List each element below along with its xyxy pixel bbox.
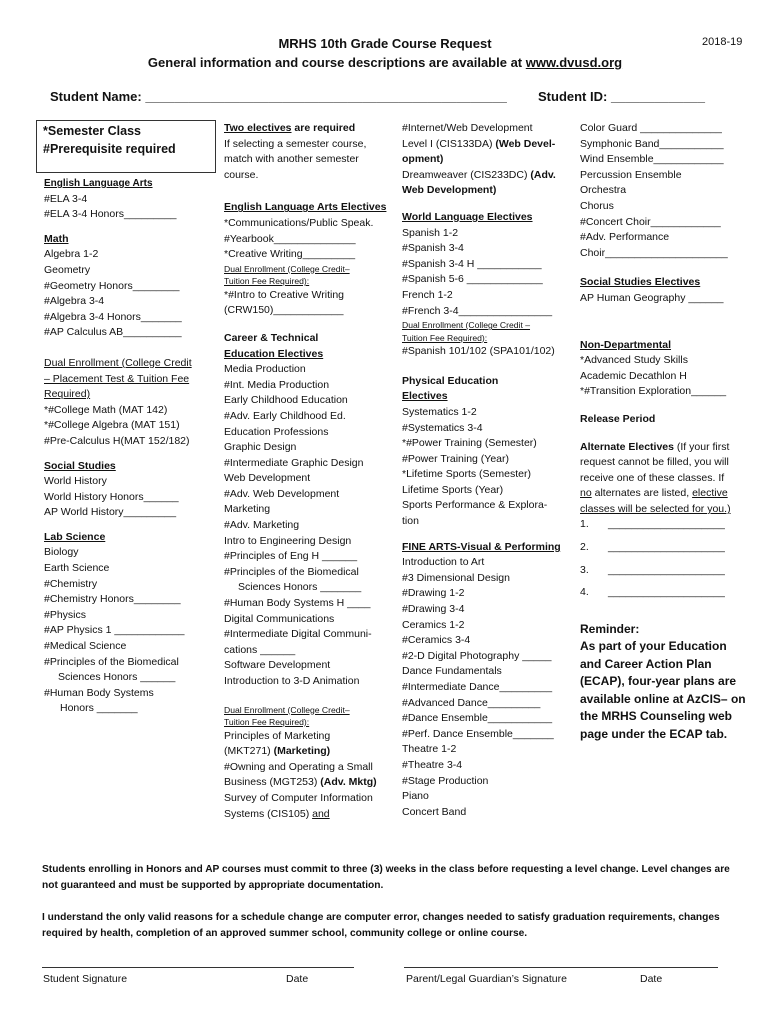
math-heading: Math [44,232,69,245]
dual-enrollment-heading: Dual Enrollment (College Credit – [402,320,531,331]
list-item: Early Childhood Education [224,394,348,407]
course-equivalent: and [312,807,330,820]
reminder-line: (ECAP), four-year plans are [580,674,737,689]
list-item: Percussion Ensemble [580,168,682,181]
list-item: #Adv. Marketing [224,519,300,532]
list-item: Media Production [224,363,306,376]
list-item: *#Transition Exploration______ [580,385,727,398]
social-studies-heading: Social Studies [44,459,116,472]
list-item: #Stage Production [402,774,489,787]
course-equivalent: (Adv. Mktg) [320,776,377,789]
dual-enrollment-heading: Required) [44,388,91,401]
list-item: Introduction to 3-D Animation [224,675,360,687]
list-item: Piano [402,790,429,803]
district-link[interactable]: www.dvusd.org [525,55,623,70]
alternate-choice-2[interactable] [580,540,746,556]
list-item: #Adv. Web Development [224,487,340,500]
list-item: #ELA 3-4 Honors_________ [44,208,177,221]
note-line: request cannot be filled, you will [580,456,729,469]
list-item: Chorus [580,199,614,212]
cte-heading: Career & Technical [224,331,319,344]
list-item [224,744,386,760]
reminder-line: available online at AzCIS– on [580,691,746,706]
reminder-line: As part of your Education [580,639,727,654]
list-item: #Ceramics 3-4 [402,634,471,647]
list-item: #Intermediate Digital Communi- [224,628,372,641]
alternate-electives-heading: Alternate Electives [580,440,674,453]
dual-enrollment-heading: Dual Enrollment (College Credit [44,356,192,369]
list-item: #French 3-4________________ [402,304,553,317]
choice-blank: ____________________ [608,586,725,599]
list-item: #Human Body Systems [44,686,154,699]
list-item: AP World History_________ [44,506,177,519]
prerequisite-legend: #Prerequisite required [43,142,176,156]
list-item [224,807,386,823]
honors-policy-note: Students enrolling in Honors and AP courses must commit to three (3) weeks in the class before requesting a level change. Level changes are not guaranteed and must be supported by appropriate documentation. [42,864,730,891]
list-item: #Spanish 3-4 H ___________ [402,257,542,270]
column-electives-3 [580,121,746,743]
list-item: Theatre 1-2 [402,743,457,756]
student-signature-label: Student Signature [43,973,128,985]
dual-enrollment-heading: Dual Enrollment (College Credit– [224,704,350,715]
list-item: #Principles of the Biomedical [44,655,179,668]
note-line: If selecting a semester course, [224,137,367,150]
list-item: Orchestra [580,184,627,197]
alternate-choice-3[interactable] [580,563,746,579]
list-item: Survey of Computer Information [224,791,373,804]
choice-number: 1. [580,518,589,531]
ela-heading: English Language Arts [44,178,153,189]
list-item: *#Power Training (Semester) [402,437,537,450]
list-item: Ceramics 1-2 [402,618,465,631]
list-item: #Algebra 3-4 Honors_______ [44,310,182,323]
list-item: Principles of Marketing [224,729,331,742]
list-item [402,137,561,153]
list-item: #Human Body Systems H ____ [224,597,371,610]
choice-blank: ____________________ [608,518,725,531]
subtitle-text: General information and course descriptions are available at [147,55,526,70]
list-item: #AP Physics 1 ____________ [44,624,185,637]
list-item: #3 Dimensional Design [402,571,510,584]
list-item: French 1-2 [402,288,453,301]
choice-blank: ____________________ [608,563,725,576]
list-item: #Chemistry Honors________ [44,593,181,606]
list-item: #Owning and Operating a Small [224,760,373,773]
note-emphasis: no [580,487,592,500]
dual-enrollment-heading: Tuition Fee Required): [224,717,310,728]
list-item: #2-D Digital Photography _____ [402,649,552,662]
list-item: #Perf. Dance Ensemble_______ [402,727,554,740]
list-item: Biology [44,546,79,559]
list-item: *Advanced Study Skills [580,354,688,367]
list-item: #Geometry Honors________ [44,279,180,292]
list-item [224,775,386,791]
list-item: Symphonic Band___________ [580,137,724,150]
choice-blank: ____________________ [608,541,725,554]
semester-legend: *Semester Class [43,124,141,138]
course-equivalent: (Marketing) [273,745,331,758]
list-item: Honors _______ [60,702,138,715]
list-item: Academic Decathlon H [580,369,687,382]
course-code: Systems (CIS105) [224,807,313,820]
list-item [402,168,561,184]
note-line [580,486,746,502]
list-item: #Chemistry [44,577,98,590]
list-item: #Spanish 3-4 [402,242,464,255]
list-item: World History Honors______ [44,490,179,503]
parent-signature-line[interactable] [404,967,718,968]
list-item: #AP Calculus AB__________ [44,326,182,339]
list-item: #Intermediate Dance_________ [402,681,553,693]
page-title: MRHS 10th Grade Course Request [278,36,492,51]
list-item: Intro to Engineering Design [224,534,352,547]
list-item: Graphic Design [224,441,297,454]
list-item: Earth Science [44,562,110,575]
note-line: receive one of these classes. If [580,471,725,484]
list-item: Wind Ensemble____________ [580,153,724,166]
electives-heading-rest: are required [291,122,356,134]
list-item: *#College Algebra (MAT 151) [44,419,180,432]
list-item: #Spanish 101/102 (SPA101/102) [402,345,555,358]
course-code: Dreamweaver (CIS233DC) [402,168,531,181]
list-item: #Power Training (Year) [402,452,509,465]
page-subtitle [0,55,770,70]
dual-enrollment-heading: Tuition Fee Required): [402,332,488,343]
pe-heading: Physical Education [402,374,499,387]
note-line: classes will be selected for you.) [580,502,731,515]
list-item: #Systematics 3-4 [402,421,483,434]
list-item: Lifetime Sports (Year) [402,483,504,496]
student-id-field[interactable]: _____________ [610,89,705,104]
student-signature-line[interactable] [42,967,354,968]
list-item: opment) [402,153,444,166]
course-code: Business (MGT253) [224,776,321,789]
list-item: Web Development [224,472,311,485]
list-item: *Lifetime Sports (Semester) [402,468,531,481]
choice-number: 3. [580,563,589,576]
list-item: #Adv. Performance [580,231,670,244]
list-item: Sciences Honors _______ [238,581,362,594]
list-item: *Creative Writing_________ [224,248,356,261]
school-year: 2018-19 [702,36,743,48]
list-item: Geometry [44,263,91,276]
course-equivalent: (Adv. [530,168,556,181]
reminder-line: the MRHS Counseling web [580,709,733,724]
list-item: Color Guard ______________ [580,122,722,134]
student-date-label: Date [286,973,309,985]
electives-heading [224,121,386,137]
lab-science-heading: Lab Science [44,530,106,543]
list-item: #Algebra 3-4 [44,295,105,308]
column-electives-2 [402,121,561,820]
list-item: #Drawing 3-4 [402,603,465,616]
list-item: *Communications/Public Speak. [224,216,374,229]
note-text: alternates are listed, [591,487,693,500]
student-line [50,89,507,104]
list-item: Choir_____________________ [580,246,728,259]
list-item: #Int. Media Production [224,378,330,391]
list-item: #Internet/Web Development [402,122,533,134]
list-item: #Principles of Eng H ______ [224,550,358,563]
dual-enrollment-heading: – Placement Test & Tuition Fee [44,372,190,385]
parent-signature-label: Parent/Legal Guardian’s Signature [406,973,567,985]
student-name-field[interactable]: __________________________________________________ [145,89,507,104]
list-item: #Spanish 5-6 _____________ [402,273,543,286]
pe-heading: Electives [402,390,448,403]
alternate-choice-4[interactable] [580,585,746,601]
choice-number: 4. [580,586,589,599]
choice-number: 2. [580,541,589,554]
student-id-label: Student ID: [538,89,611,104]
alternate-electives-text: (If your first [673,440,730,453]
student-name-label: Student Name: [50,89,146,104]
list-item: #Medical Science [44,640,127,653]
list-item: Systematics 1-2 [402,405,477,418]
list-item: #Dance Ensemble___________ [402,712,553,725]
parent-date-label: Date [640,973,663,985]
dual-enrollment-heading: Dual Enrollment (College Credit– [224,263,350,274]
list-item: Algebra 1-2 [44,248,99,261]
list-item: #Concert Choir____________ [580,215,721,228]
alternate-choice-1[interactable] [580,517,746,533]
list-item: Dance Fundamentals [402,665,502,678]
list-item: #Principles of the Biomedical [224,565,359,578]
list-item: Web Development) [402,184,497,197]
release-period-heading: Release Period [580,412,656,425]
reminder-line: and Career Action Plan [580,656,712,671]
list-item: Marketing [224,503,271,516]
social-electives-heading: Social Studies Electives [580,276,701,289]
list-item: Software Development [224,659,331,672]
course-code: (MKT271) [224,745,274,758]
column-electives [224,121,386,822]
legend-box [36,120,216,173]
cte-heading: Education Electives [224,347,324,360]
list-item: *#College Math (MAT 142) [44,403,168,416]
list-item: *#Intro to Creative Writing [224,288,345,301]
list-item: tion [402,515,419,528]
list-item: Digital Communications [224,612,335,625]
list-item: #Pre-Calculus H(MAT 152/182) [44,434,190,447]
column-core [44,176,192,717]
non-departmental-heading: Non-Departmental [580,338,672,351]
reminder-line: page under the ECAP tab. [580,726,728,741]
ela-electives-heading: English Language Arts Electives [224,201,387,214]
dual-enrollment-heading: Tuition Fee Required): [224,276,310,287]
reminder-heading: Reminder: [580,621,640,636]
list-item: #Advanced Dance_________ [402,696,541,709]
list-item: Spanish 1-2 [402,226,459,239]
list-item: #Physics [44,608,87,621]
legend-divider [36,172,216,173]
note-emphasis: elective [692,487,728,500]
fine-arts-heading: FINE ARTS-Visual & Performing [402,540,561,553]
list-item: #Intermediate Graphic Design [224,456,364,469]
list-item: Introduction to Art [402,556,485,569]
list-item: #Adv. Early Childhood Ed. [224,409,346,422]
list-item: Sports Performance & Explora- [402,499,548,512]
schedule-change-note: I understand the only valid reasons for a schedule change are computer error, changes needed to satisfy graduation requirements, changes required by health, completion of an approved summer school, community college or online course. [42,912,720,939]
note-line: match with another semester [224,153,359,166]
list-item: #ELA 3-4 [44,192,88,205]
world-language-heading: World Language Electives [402,210,533,223]
list-item: World History [44,475,107,488]
list-item: #Theatre 3-4 [402,758,463,771]
note-line: course. [224,168,259,181]
list-item: #Yearbook______________ [224,232,356,245]
list-item: #Drawing 1-2 [402,587,465,600]
list-item: (CRW150)____________ [224,304,344,317]
alternate-electives-line [580,440,746,456]
list-item: Education Professions [224,425,329,438]
student-id-line [538,89,705,104]
electives-heading-strong: Two electives [224,122,292,134]
list-item: Sciences Honors ______ [58,671,176,684]
list-item: cations ______ [224,643,296,656]
course-equivalent: (Web Devel- [495,137,556,150]
list-item: AP Human Geography ______ [580,291,724,304]
list-item: Concert Band [402,805,467,818]
course-code: Level I (CIS133DA) [402,137,496,150]
